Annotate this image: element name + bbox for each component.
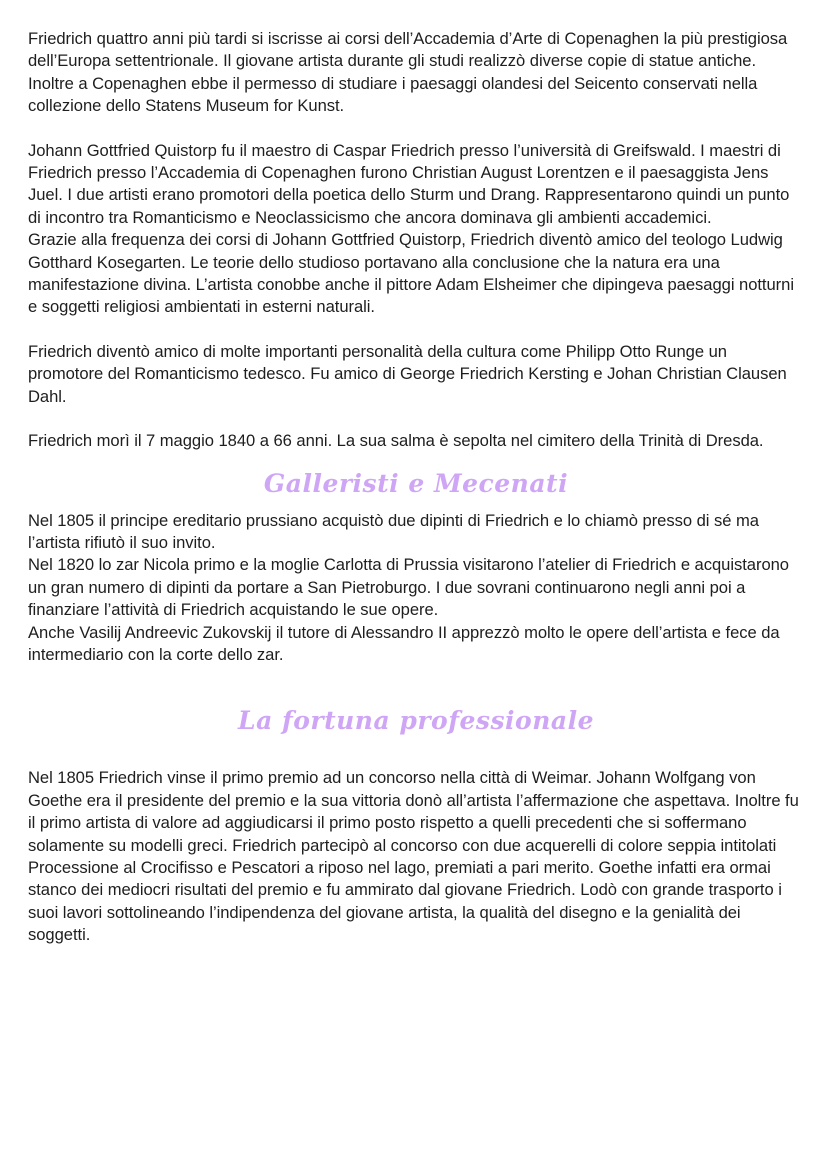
- paragraph-death: Friedrich morì il 7 maggio 1840 a 66 anni. La sua salma è sepolta nel cimitero della Trinità di Dresda.: [28, 431, 764, 451]
- paragraph-weimar-prize: Nel 1805 Friedrich vinse il primo premio ad un concorso nella città di Weimar. Johann Wolfgang von Goethe era il presidente del premio e la sua vittoria donò all’artista l’affermazione che aspettava. Inoltre fu il primo artista di valore ad aggiudicarsi il primo posto rispetto a quelli precedenti che si soffermano solamente su modelli greci. Friedrich partecipò al concorso con due acquerelli di colore seppia intitolati Processione al Crocifisso e Pescatori a riposo nel lago, premiati a pari merito. Goethe infatti era ormai stanco dei mediocri risultati del premio e fu ammirato dal giovane Friedrich. Lodò con grande trasporto i suoi lavori sottolineando l’indipendenza del giovane artista, la qualità del disegno e la genialità dei soggetti.: [28, 768, 799, 945]
- paragraph-masters: Johann Gottfried Quistorp fu il maestro di Caspar Friedrich presso l’università di Greifswald. I maestri di Friedrich presso l’Accademia di Copenaghen furono Christian August Lorentzen e il paesaggista Jens Juel. I due artisti erano promotori della poetica dello Sturm und Drang. Rappresentarono quindi un punto di incontro tra Romanticismo e Neoclassicismo che ancora dominava gli ambienti accademici.: [28, 140, 790, 227]
- paragraph-kosegarten: Grazie alla frequenza dei corsi di Johann Gottfried Quistorp, Friedrich diventò amico del teologo Ludwig Gotthard Kosegarten. Le teorie dello studioso portavano alla conclusione che la natura era una manifestazione divina. L’artista conobbe anche il pittore Adam Elsheimer che dipingeva paesaggi notturni e soggetti religiosi ambientati in esterni naturali.: [28, 230, 794, 317]
- paragraph-prussian-prince: Nel 1805 il principe ereditario prussiano acquistò due dipinti di Friedrich e lo chiamò presso di sé ma l’artista rifiutò il suo invito.: [28, 510, 759, 552]
- paragraph-zukovskij: Anche Vasilij Andreevic Zukovskij il tutore di Alessandro II apprezzò molto le opere dell’artista e fece da intermediario con la corte dello zar.: [28, 622, 780, 664]
- document-page: [28, 28, 804, 947]
- paragraph-friendships: Friedrich diventò amico di molte importanti personalità della cultura come Philipp Otto Runge un promotore del Romanticismo tedesco. Fu amico di George Friedrich Kersting e Johan Christian Clausen Dahl.: [28, 341, 787, 406]
- section-heading-galleristi: Galleristi e Mecenati: [263, 468, 569, 498]
- section-heading-fortuna: La fortuna professionale: [238, 706, 594, 736]
- paragraph-tsar-nicholas: Nel 1820 lo zar Nicola primo e la moglie Carlotta di Prussia visitarono l’atelier di Friedrich e acquistarono un gran numero di dipinti da portare a San Pietroburgo. I due sovrani continuarono negli anni poi a finanziare l’attività di Friedrich acquistando le sue opere.: [28, 555, 789, 620]
- paragraph-copenhagen-academy: Friedrich quattro anni più tardi si iscrisse ai corsi dell’Accademia d’Arte di Copenaghen la più prestigiosa dell’Europa settentrionale. Il giovane artista durante gli studi realizzò diverse copie di statue antiche. Inoltre a Copenaghen ebbe il permesso di studiare i paesaggi olandesi del Seicento conservati nella collezione dello Statens Museum for Kunst.: [28, 29, 788, 116]
